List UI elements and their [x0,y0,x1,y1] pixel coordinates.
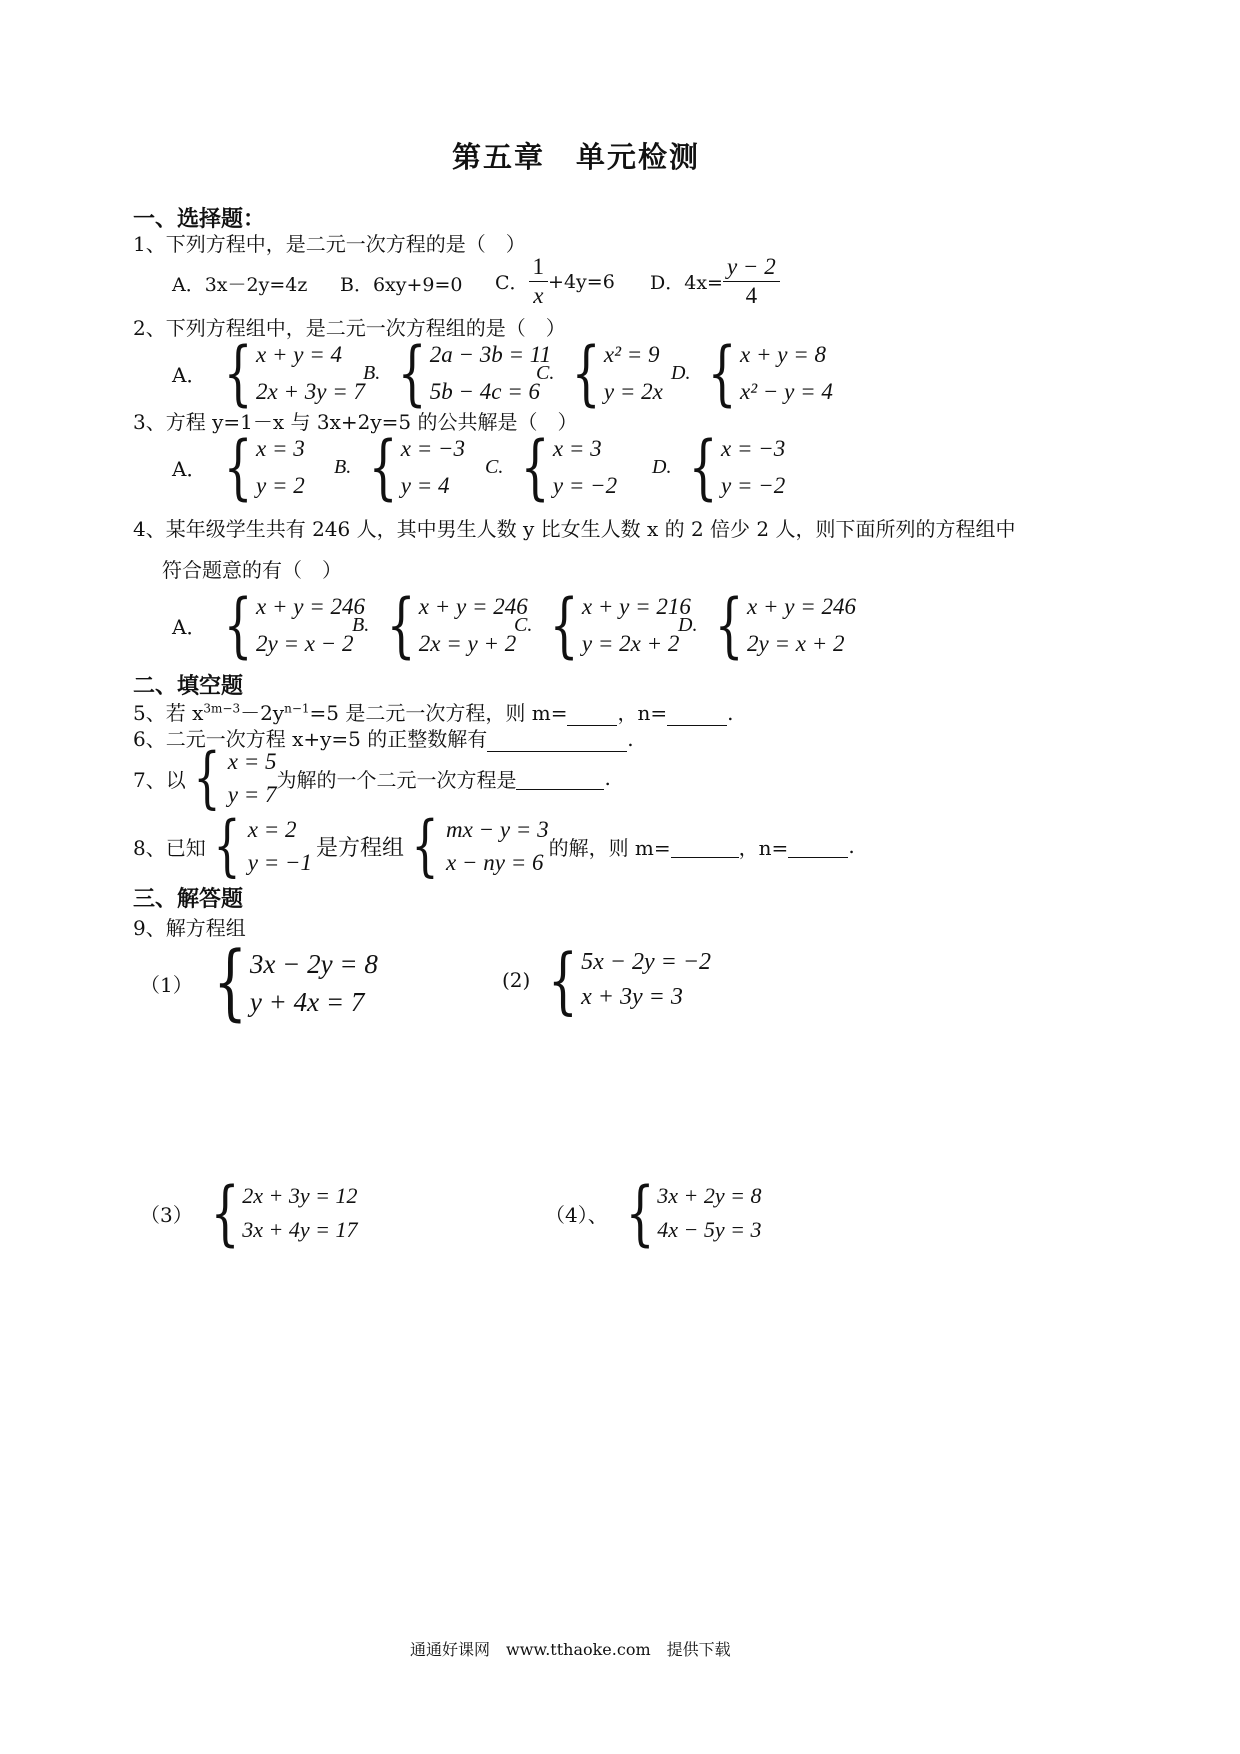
q8-blank-n[interactable] [788,835,848,858]
q9-part-4-system [657,1179,761,1247]
q8-text: 是方程组 [315,835,404,861]
q2-option-a-label: A． [172,362,207,387]
brace-icon: { [224,584,253,666]
q8 [133,807,855,884]
q4-option-a-system [256,588,365,662]
equation: x + 3y = 3 [581,984,683,1010]
brace-icon: { [411,807,439,884]
q8-text: 8、已知 [133,835,206,860]
equation: x = 3 [256,436,305,461]
q9-part-4-label: （4）、 [545,1202,608,1227]
q6-text: 6、二元一次方程 x+y=5 的正整数解有 [133,727,488,751]
q4-option-b-system [419,588,528,662]
equation: x + y = 246 [747,594,856,619]
q7-system [228,745,277,811]
q5-text: －2y [240,701,285,725]
q4-option-b-label: B. [352,613,370,636]
brace-icon: { [708,332,737,414]
equation: x + y = 8 [740,342,826,367]
q5 [133,697,733,726]
q3-option-d [652,426,786,508]
equation: 2x = y + 2 [418,631,517,656]
q2-option-b-label: B. [363,361,381,384]
q8-text: ，n= [738,835,789,860]
q8-equation-system [446,813,549,879]
equation: x = 5 [227,749,277,774]
q2-option-c [536,332,663,414]
q3-option-b [334,426,466,508]
brace-icon: { [715,584,744,666]
q5-exponent-1: 3m−3 [203,701,241,716]
equation: y = 7 [227,782,277,807]
q4-option-b [352,584,528,666]
equation: mx − y = 3 [446,817,549,842]
q1-option-c [495,253,615,310]
equation: y = −2 [552,473,618,498]
q5-exponent-2: n−1 [284,701,310,716]
brace-icon: { [224,332,253,414]
page-footer: 通通好课网 www.tthaoke.com 提供下载 [410,1640,731,1659]
q2-option-c-system [604,336,663,410]
equation: x + y = 4 [256,342,342,367]
q3-option-a [172,426,305,508]
equation: y = 4 [400,473,450,498]
q1-stem: 1、下列方程中，是二元一次方程的是（ ） [133,232,526,256]
section-fill-heading: 二、填空题 [133,673,244,699]
q7-text: 为解的一个二元一次方程是 [276,767,517,792]
q9-part-1-label: （1） [140,972,193,997]
q9-part-2-label: (2) [502,968,531,992]
brace-icon: { [548,938,579,1022]
equation: 3x − 2y = 8 [249,949,378,979]
q9-part-4 [545,1172,762,1254]
q7-text: 7、以 [133,767,186,792]
q8-blank-m[interactable] [671,835,739,858]
q2-option-b-system [430,336,551,410]
q8-solution-system [248,813,312,879]
q5-text: =5 是二元一次方程，则 m= [309,701,568,725]
section-solve-heading: 三、解答题 [133,886,244,912]
q1-option-b: B．6xy+9=0 [340,274,463,296]
brace-icon: { [397,332,427,414]
q9-part-2-system [581,945,711,1015]
q4-option-d-system [747,588,856,662]
q1-option-c-denominator: x [533,283,544,308]
q9-part-3 [140,1172,358,1254]
q5-text: . [727,701,734,725]
equation: 3x + 4y = 17 [242,1217,358,1242]
q7-text: . [604,766,611,790]
q1-option-c-fraction [529,253,549,310]
brace-icon: { [520,426,550,508]
equation: x + y = 246 [418,594,528,619]
q4-option-c-label: C. [514,613,533,636]
q3-option-a-label: A． [172,456,207,481]
q6-text: . [627,727,634,751]
q2-option-d-label: D. [671,361,691,384]
q2-option-a [172,332,365,414]
brace-icon: { [689,426,718,508]
equation: 2x + 3y = 12 [242,1183,358,1208]
q1-option-d-denominator: 4 [745,283,758,308]
q5-text: 5、若 x [133,701,204,725]
equation: x² − y = 4 [740,379,833,404]
brace-icon: { [210,1172,240,1254]
brace-icon: { [386,584,416,666]
q3-option-d-system [721,430,785,504]
brace-icon: { [368,426,398,508]
q1-option-a: A．3x－2y=4z [172,274,308,296]
q5-text: ，n= [617,701,668,725]
q9-part-2 [502,938,712,1022]
q3-option-b-label: B. [334,455,352,478]
brace-icon: { [571,332,601,414]
equation: x + y = 216 [581,594,691,619]
q2-option-a-system [256,336,365,410]
equation: x + y = 246 [256,594,365,619]
q5-blank-n[interactable] [667,701,727,726]
equation: 5x − 2y = −2 [581,949,712,975]
q1-option-c-rest: +4y=6 [548,270,615,293]
equation: x = 2 [247,817,297,842]
q9-stem: 9、解方程组 [133,916,246,940]
equation: x = 3 [552,436,602,461]
q4-option-d-label: D. [678,613,698,636]
equation: y = 2x + 2 [581,631,680,656]
equation: y = −2 [721,473,786,498]
q1-option-d-label: D．4x= [650,272,723,294]
q1-option-c-numerator: 1 [529,253,549,282]
equation: y = 2 [256,473,305,498]
q4-stem-line2: 符合题意的有（ ） [162,558,342,582]
q8-text: 的解，则 m= [548,835,671,860]
q2-option-d [671,332,833,414]
page-title: 第五章 单元检测 [452,140,701,174]
brace-icon: { [212,935,247,1030]
q3-option-d-label: D. [652,455,672,478]
brace-icon: { [213,807,241,884]
q4-stem-line1: 4、某年级学生共有 246 人，其中男生人数 y 比女生人数 x 的 2 倍少 2 人，则下面所列的方程组中 [133,517,1016,541]
q8-text: . [848,834,855,858]
equation: x = −3 [721,436,786,461]
q2-stem: 2、下列方程组中，是二元一次方程组的是（ ） [133,316,566,340]
q9-part-1 [140,935,378,1030]
brace-icon: { [224,426,253,508]
q3-option-b-system [401,430,465,504]
equation: x = −3 [400,436,466,461]
q1-option-d [650,253,780,310]
section-choice-heading: 一、选择题： [133,206,266,232]
q3-option-c-system [553,430,617,504]
q4-option-c-system [582,588,691,662]
q2-option-b [363,332,552,414]
q9-part-3-label: （3） [140,1202,193,1227]
q3-option-a-system [256,430,305,504]
q7-blank[interactable] [516,767,604,790]
equation: 5b − 4c = 6 [429,379,541,404]
equation: 2y = x − 2 [256,631,354,656]
q2-option-c-label: C. [536,361,555,384]
equation: x − ny = 6 [446,850,544,875]
q3-option-c-label: C. [485,455,504,478]
equation: y = −1 [247,850,312,875]
q9-part-3-system [242,1179,357,1247]
equation: 3x + 2y = 8 [657,1183,762,1208]
q1-option-d-fraction [723,253,780,310]
brace-icon: { [193,739,221,816]
equation: y = 2x [603,379,663,404]
q3-option-c [485,426,618,508]
q2-option-d-system [740,336,833,410]
equation: 4x − 5y = 3 [657,1217,762,1242]
equation: 2y = x + 2 [747,631,845,656]
brace-icon: { [625,1172,655,1254]
equation: 2a − 3b = 11 [429,342,552,367]
q4-option-c [514,584,691,666]
q3-stem: 3、方程 y=1－x 与 3x+2y=5 的公共解是（ ） [133,410,578,434]
q4-option-a-label: A． [172,614,207,639]
equation: x² = 9 [603,342,660,367]
brace-icon: { [549,584,579,666]
q1-option-c-label: C． [495,272,529,294]
q4-option-a [172,584,365,666]
equation: 2x + 3y = 7 [256,379,365,404]
equation: y + 4x = 7 [249,987,365,1017]
q1-option-d-numerator: y − 2 [723,253,780,282]
q4-option-d [678,584,856,666]
q9-part-1-system [250,945,378,1021]
